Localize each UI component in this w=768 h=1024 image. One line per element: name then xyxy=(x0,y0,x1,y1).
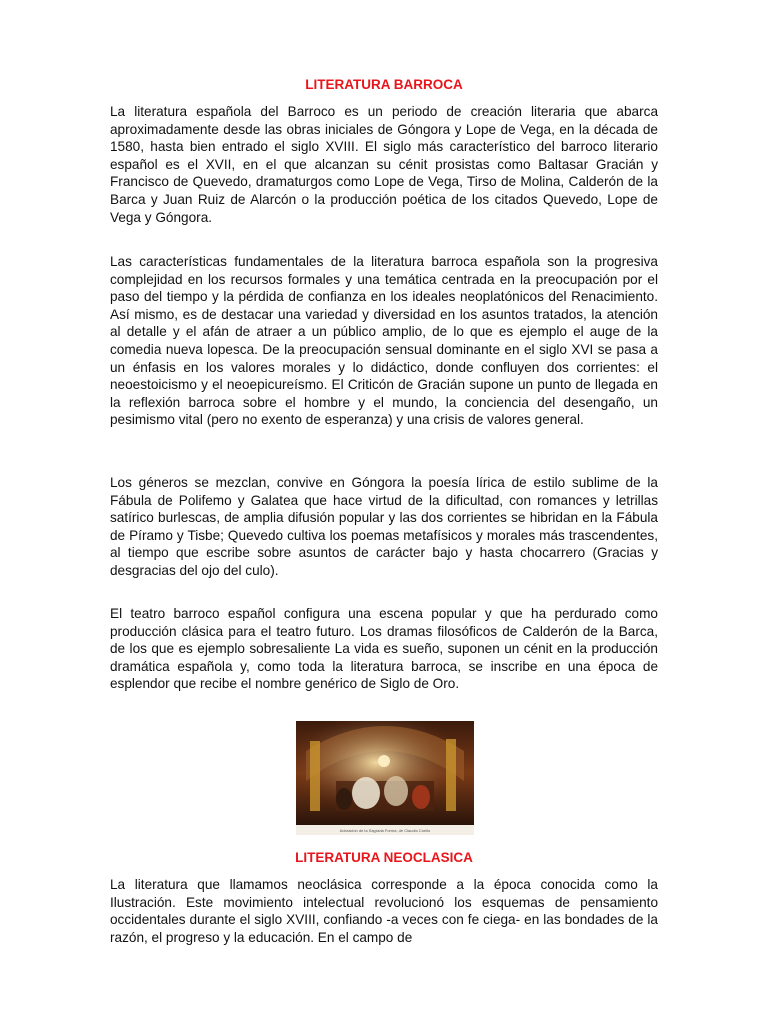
paragraph-neoclasica-1: La literatura que llamamos neoclásica corresponde a la época conocida como la Ilustración. Este movimiento intelectual revolucionó los esquemas de pensamiento occidentales durante el siglo XVIII, confiando -a veces con fe ciega- en las bondades de la razón, el progreso y la educación. En el campo de xyxy=(110,877,658,945)
paragraph-barroca-2: Las características fundamentales de la literatura barroca española son la progresiva complejidad en los recursos formales y una temática centrada en la preocupación por el paso del tiempo y la pérdida de confianza en los ideales neoplatónicos del Renacimiento. Así mismo, es de destacar una variedad y diversidad en los asuntos tratados, la atención al detalle y el afán de atraer a un público amplio, de lo que es ejemplo el auge de la comedia nueva lopesca. De la preocupación sensual dominante en el siglo XVI se pasa a un énfasis en los valores morales y lo didáctico, donde confluyen dos corrientes: el neoestoicismo y el neoepicureísmo. El Criticón de Gracián supone un punto de llegada en la reflexión barroca sobre el hombre y el mundo, la conciencia del desengaño, un pesimismo vital (pero no exento de esperanza) y una crisis de valores general. xyxy=(110,254,658,428)
section-title-neoclasica: LITERATURA NEOCLASICA xyxy=(295,850,473,865)
image-caption: Adoración de la Sagrada Forma, de Claudio Coello xyxy=(339,828,431,833)
paragraph-barroca-3: Los géneros se mezclan, convive en Góngora la poesía lírica de estilo sublime de la Fábula de Polifemo y Galatea que hace virtud de la dificultad, con romances y letrillas satírico burlescas, de amplia difusión popular y las dos corrientes se hibridan en la Fábula de Píramo y Tisbe; Quevedo cultiva los poemas metafísicos y morales más trascendentes, al tiempo que escribe sobre asuntos de carácter bajo y hasta chocarrero (Gracias y desgracias del ojo del culo). xyxy=(110,475,658,578)
painting-illustration xyxy=(296,721,474,825)
paragraph-barroca-1: La literatura española del Barroco es un periodo de creación literaria que abarca aproximadamente desde las obras iniciales de Góngora y Lope de Vega, en la década de 1580, hasta bien entrado el siglo XVIII. El siglo más característico del barroco literario español es el XVII, en el que alcanzan su cénit prosistas como Baltasar Gracián y Francisco de Quevedo, dramaturgos como Lope de Vega, Tirso de Molina, Calderón de la Barca y Juan Ruiz de Alarcón o la producción poética de los citados Quevedo, Lope de Vega y Góngora. xyxy=(110,104,658,225)
section-title-barroca: LITERATURA BARROCA xyxy=(305,77,463,92)
paragraph-barroca-4: El teatro barroco español configura una escena popular y que ha perdurado como producción clásica para el teatro futuro. Los dramas filosóficos de Calderón de la Barca, de los que es ejemplo sobresaliente La vida es sueño, suponen un cénit en la producción dramática española y, como toda la literatura barroca, se inscribe en una época de esplendor que recibe el nombre genérico de Siglo de Oro. xyxy=(110,606,658,692)
baroque-painting-image xyxy=(296,721,474,835)
